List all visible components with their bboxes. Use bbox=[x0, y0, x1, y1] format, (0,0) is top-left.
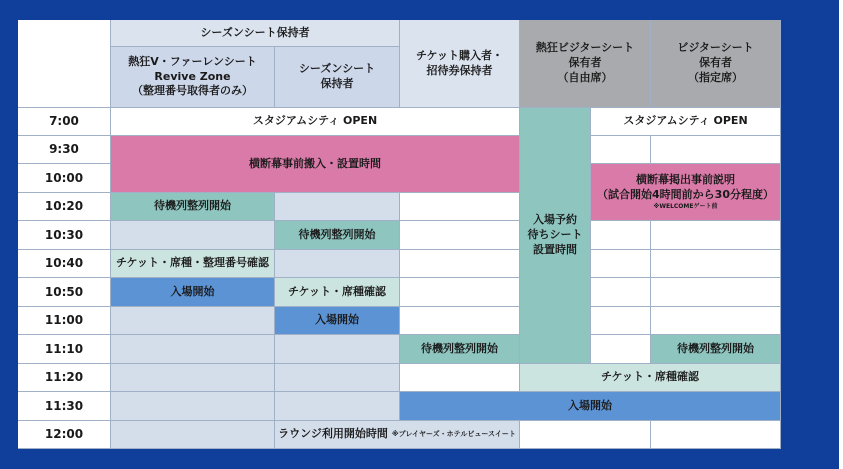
event-enter-season: 入場開始 bbox=[275, 307, 400, 335]
blank-cell bbox=[275, 193, 400, 221]
event-lounge: ラウンジ利用開始時間 ※プレイヤーズ・ホテルビュースイート bbox=[275, 421, 520, 449]
blank-cell bbox=[651, 221, 781, 250]
event-enter-general: 入場開始 bbox=[400, 392, 781, 421]
blank-cell bbox=[111, 392, 275, 421]
header-season-group: シーズンシート保持者 bbox=[111, 20, 400, 47]
blank-cell bbox=[275, 392, 400, 421]
blank-cell bbox=[400, 307, 520, 335]
event-waiting-seat: 入場予約 待ちシート 設置時間 bbox=[520, 108, 591, 364]
blank-cell bbox=[111, 307, 275, 335]
event-queue-season: 待機列整列開始 bbox=[275, 221, 400, 250]
header-col-visitor-free: 熱狂ビジターシート 保有者 （自由席） bbox=[520, 20, 651, 108]
blank-cell bbox=[591, 221, 651, 250]
event-queue-visitor-reserved: 待機列整列開始 bbox=[651, 335, 781, 364]
blank-cell bbox=[591, 335, 651, 364]
blank-cell bbox=[651, 307, 781, 335]
blank-cell bbox=[651, 421, 781, 449]
blank-cell bbox=[275, 335, 400, 364]
time-label: 11:20 bbox=[18, 364, 111, 392]
blank-cell bbox=[111, 221, 275, 250]
event-check-season: チケット・席種確認 bbox=[275, 278, 400, 307]
time-label: 10:50 bbox=[18, 278, 111, 307]
blank-cell bbox=[275, 364, 400, 392]
blank-cell bbox=[400, 364, 520, 392]
blank-cell bbox=[591, 278, 651, 307]
header-corner bbox=[18, 20, 111, 108]
blank-cell bbox=[400, 250, 520, 278]
header-col-visitor-reserved: ビジターシート 保有者 （指定席） bbox=[651, 20, 781, 108]
blank-cell bbox=[275, 250, 400, 278]
blank-cell bbox=[111, 364, 275, 392]
blank-cell bbox=[651, 136, 781, 164]
blank-cell bbox=[400, 193, 520, 221]
blank-cell bbox=[111, 335, 275, 364]
event-queue-ticket: 待機列整列開始 bbox=[400, 335, 520, 364]
event-queue-revive: 待機列整列開始 bbox=[111, 193, 275, 221]
time-label: 11:10 bbox=[18, 335, 111, 364]
event-banner-briefing: 横断幕掲出事前説明 （試合開始4時間前から30分程度） ※WELCOMEゲート前 bbox=[591, 164, 781, 221]
header-col-ticket-buyer: チケット購入者・ 招待券保持者 bbox=[400, 20, 520, 108]
header-col-season-seat: シーズンシート 保持者 bbox=[275, 47, 400, 108]
blank-cell bbox=[400, 278, 520, 307]
time-label: 9:30 bbox=[18, 136, 111, 164]
time-label: 11:30 bbox=[18, 392, 111, 421]
time-label: 11:00 bbox=[18, 307, 111, 335]
event-open-left: スタジアムシティ OPEN bbox=[111, 108, 520, 136]
time-label: 10:20 bbox=[18, 193, 111, 221]
event-open-right: スタジアムシティ OPEN bbox=[591, 108, 781, 136]
event-check-revive: チケット・席種・整理番号確認 bbox=[111, 250, 275, 278]
blank-cell bbox=[591, 250, 651, 278]
blank-cell bbox=[591, 136, 651, 164]
time-label: 12:00 bbox=[18, 421, 111, 449]
event-banner-setup: 横断幕事前搬入・設置時間 bbox=[111, 136, 520, 193]
time-label: 7:00 bbox=[18, 108, 111, 136]
event-check-visitor: チケット・席種確認 bbox=[520, 364, 781, 392]
blank-cell bbox=[591, 307, 651, 335]
blank-cell bbox=[111, 421, 275, 449]
blank-cell bbox=[520, 421, 651, 449]
blank-cell bbox=[651, 278, 781, 307]
event-enter-revive: 入場開始 bbox=[111, 278, 275, 307]
time-label: 10:40 bbox=[18, 250, 111, 278]
blank-cell bbox=[651, 250, 781, 278]
time-label: 10:30 bbox=[18, 221, 111, 250]
time-label: 10:00 bbox=[18, 164, 111, 193]
header-col-revive-zone: 熱狂V・ファーレンシート Revive Zone （整理番号取得者のみ） bbox=[111, 47, 275, 108]
blank-cell bbox=[400, 221, 520, 250]
